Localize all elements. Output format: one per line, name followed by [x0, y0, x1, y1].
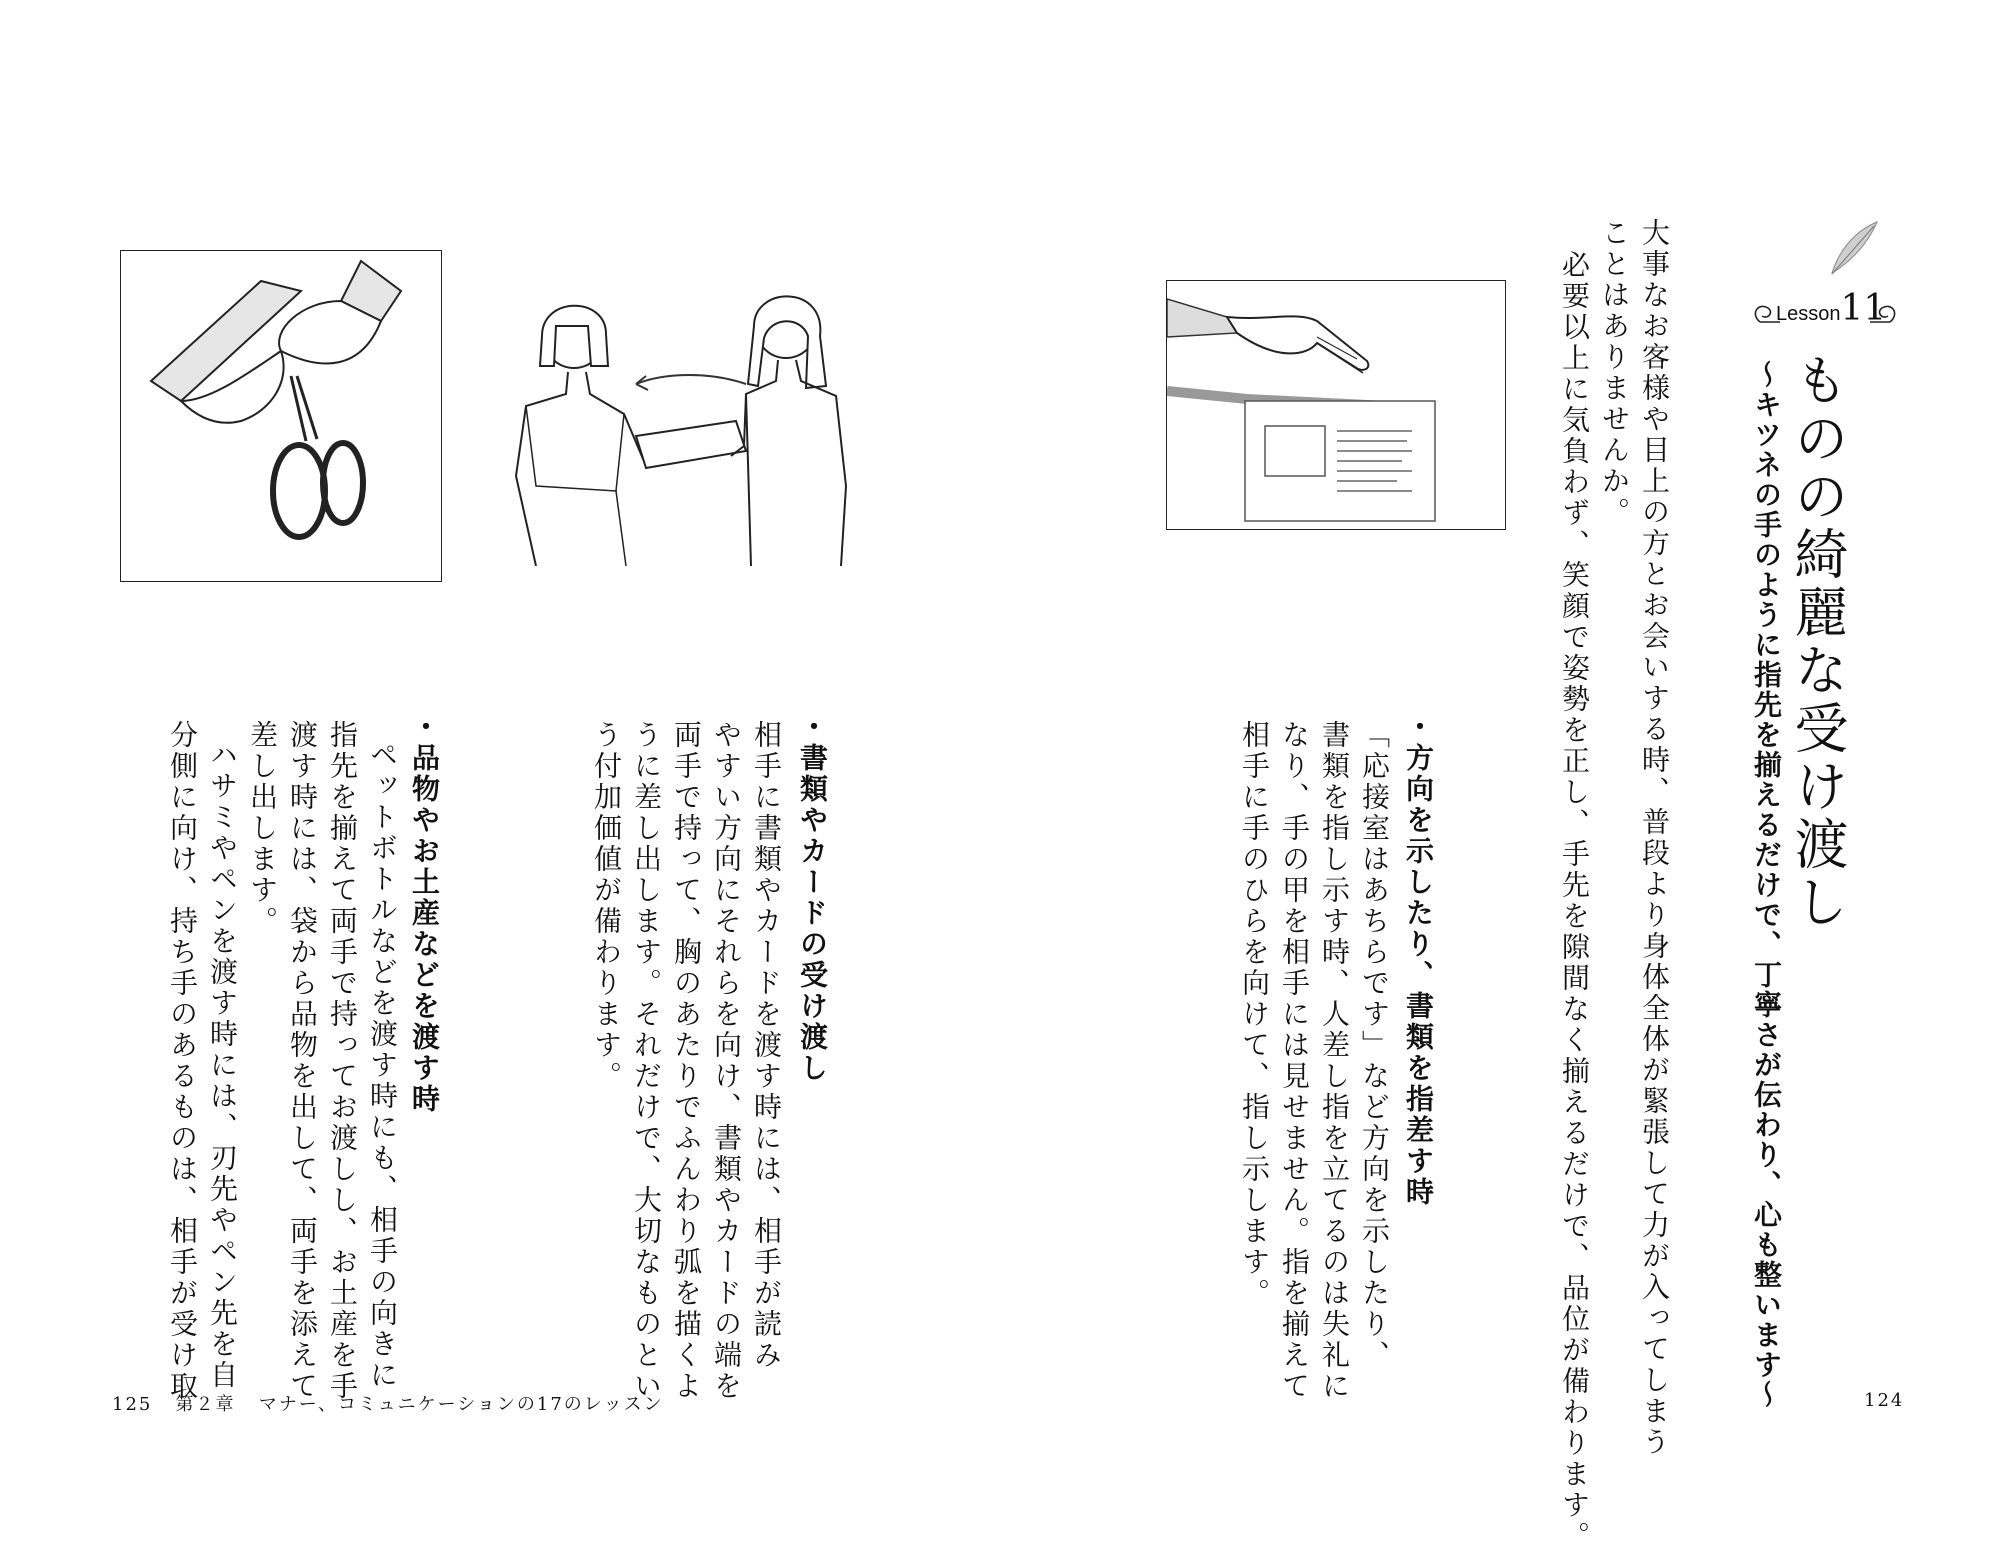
section-2-line-3: 両手で持って、胸のあたりでふんわり弧を描くよ: [670, 720, 703, 1402]
chapter-title: マナー、コミュニケーションの17のレッスン: [258, 1394, 664, 1415]
section-3-line-2: 指先を揃えて両手で持ってお渡しし、お土産を手: [326, 720, 359, 1402]
section-3-line-5: ハサミやペンを渡す時には、刃先やペン先を自: [206, 740, 239, 1391]
chapter-label: 第２章: [175, 1394, 236, 1415]
left-folio: [112, 1390, 664, 1416]
pointing-hand-illustration: [1166, 280, 1506, 530]
subtitle: 〜キツネの手のように指先を揃えるだけで、丁寧さが伝わり、心も整います〜: [1750, 360, 1783, 1410]
intro-line-1: 大事なお客様や目上の方とお会いする時、普段より身体全体が緊張して力が入ってしまう: [1638, 218, 1671, 1458]
section-1-line-2: 書類を指し示す時、人差し指を立てるのは失礼に: [1318, 720, 1351, 1402]
section-3-line-4: 差し出します。: [246, 720, 279, 937]
left-page-number: 125: [112, 1394, 153, 1415]
section-1-line-4: 相手に手のひらを向けて、指し示します。: [1238, 720, 1271, 1309]
section-2-line-1: 相手に書類やカードを渡す時には、相手が読み: [750, 720, 783, 1371]
intro-line-2: ことはありませんか。: [1598, 218, 1631, 528]
lesson-label: Lesson11: [1776, 288, 1887, 329]
section-3-line-3: 渡す時には、袋から品物を出して、両手を添えて: [286, 720, 319, 1402]
section-2-heading: ・書類やカードの受け渡し: [796, 712, 829, 1084]
feather-icon: [1762, 218, 1882, 278]
scissors-handover-illustration: [120, 250, 442, 582]
section-3-line-1: ペットボトルなどを渡す時にも、相手の向きに: [366, 740, 399, 1391]
right-page-number: 124: [1864, 1390, 1905, 1411]
intro-line-3: 必要以上に気負わず、笑顔で姿勢を正し、手先を隙間なく揃えるだけで、品位が備わります。: [1558, 250, 1591, 1552]
section-3-heading: ・品物やお土産などを渡す時: [408, 712, 441, 1115]
section-1-line-1: 「応接室はあちらです」など方向を示したり、: [1358, 720, 1391, 1371]
section-2-line-5: う付加価値が備わります。: [590, 720, 623, 1092]
section-2-line-4: うに差し出します。それだけで、大切なものとい: [630, 720, 663, 1402]
section-3-line-6: 分側に向け、持ち手のあるものは、相手が受け取: [166, 720, 199, 1402]
page-title: ものの綺麗な受け渡し: [1786, 352, 1849, 932]
lesson-number: 11: [1840, 288, 1887, 329]
lesson-badge: [1762, 218, 1887, 338]
section-2-line-2: やすい方向にそれらを向け、書類やカードの端を: [710, 720, 743, 1402]
section-1-heading: ・方向を示したり、書類を指差す時: [1402, 712, 1435, 1208]
section-1-line-3: なり、手の甲を相手には見せません。指を揃えて: [1278, 720, 1311, 1402]
document-handover-illustration: [496, 276, 876, 566]
